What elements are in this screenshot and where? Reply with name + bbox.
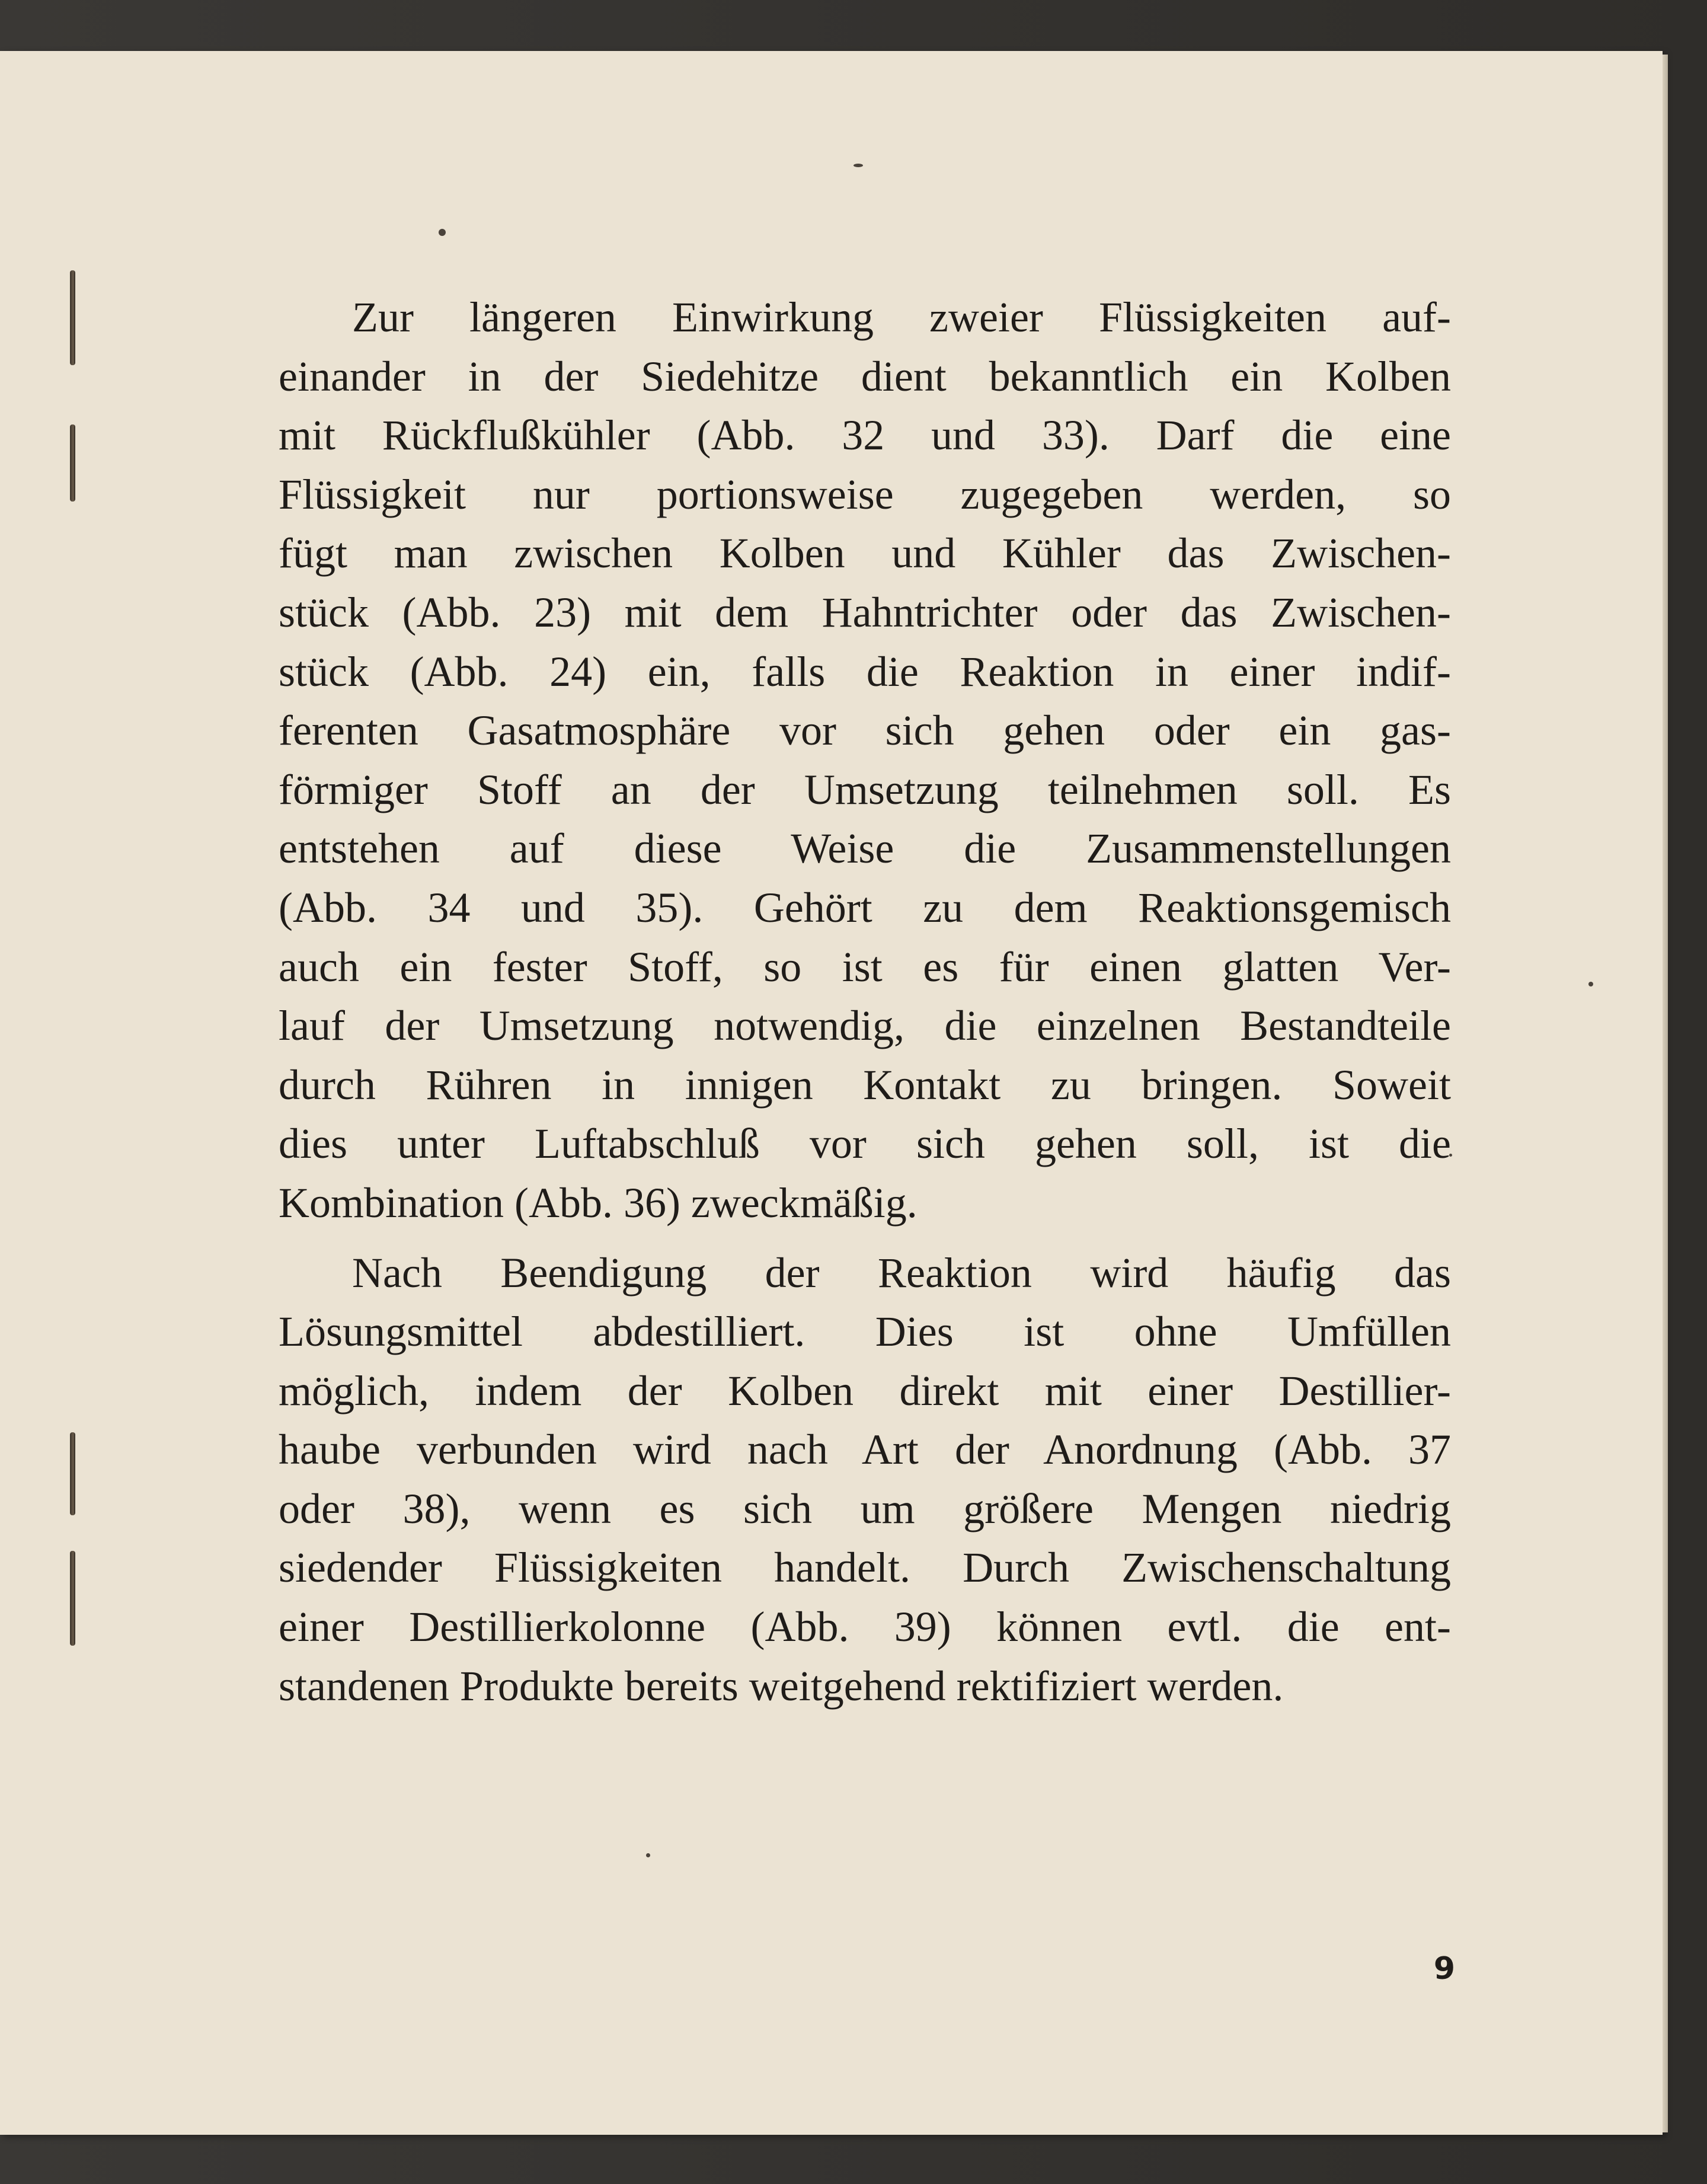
- text-line: haube verbunden wird nach Art der Anordnung (Abb. 37: [279, 1426, 1451, 1474]
- text-line: siedender Flüssigkeiten handelt. Durch Zwischenschaltung: [279, 1544, 1451, 1592]
- text-line: (Abb. 34 und 35). Gehört zu dem Reaktionsgemisch: [279, 883, 1451, 931]
- text-line: lauf der Umsetzung notwendig, die einzelnen Bestandteile: [279, 1002, 1451, 1050]
- paragraph-gap: [279, 1233, 1451, 1244]
- text-line: durch Rühren in innigen Kontakt zu bringen. Soweit: [279, 1061, 1451, 1109]
- text-line: förmiger Stoff an der Umsetzung teilnehmen soll. Es: [279, 765, 1451, 813]
- text-line: ferenten Gasatmosphäre vor sich gehen oder ein gas-: [279, 707, 1451, 755]
- text-line: oder 38), wenn es sich um größere Mengen niedrig: [279, 1484, 1451, 1532]
- text-line: Kombination (Abb. 36) zweckmäßig.: [279, 1179, 918, 1227]
- paper-speck: [439, 229, 446, 236]
- page-number: 9: [1433, 1951, 1455, 1987]
- text-line: stück (Abb. 23) mit dem Hahntrichter oder das Zwischen-: [279, 588, 1451, 636]
- binding-stitch: [70, 1432, 75, 1515]
- text-line: Zur längeren Einwirkung zweier Flüssigkeiten auf-: [352, 293, 1451, 341]
- text-line: einander in der Siedehitze dient bekanntlich ein Kolben: [279, 352, 1451, 400]
- paragraph-2: [279, 1244, 1451, 1716]
- paper-speck: [646, 1853, 650, 1857]
- text-line: Lösungsmittel abdestilliert. Dies ist ohne Umfüllen: [279, 1308, 1451, 1356]
- binding-stitch: [70, 1551, 75, 1646]
- page-edge: [1663, 55, 1668, 2132]
- text-line: entstehen auf diese Weise die Zusammenstellungen: [279, 825, 1451, 873]
- paper-speck: [1588, 982, 1593, 986]
- paragraph-1: [279, 288, 1451, 1233]
- text-line: dies unter Luftabschluß vor sich gehen soll, ist die: [279, 1120, 1451, 1168]
- text-line: möglich, indem der Kolben direkt mit einer Destillier-: [279, 1366, 1451, 1415]
- text-line: einer Destillierkolonne (Abb. 39) können evtl. die ent-: [279, 1603, 1451, 1651]
- text-line: auch ein fester Stoff, so ist es für einen glatten Ver-: [279, 943, 1451, 991]
- body-text: [279, 288, 1451, 1716]
- show-through-text: [1197, 1741, 1207, 1786]
- text-line: stück (Abb. 24) ein, falls die Reaktion in einer indif-: [279, 647, 1451, 695]
- text-line: standenen Produkte bereits weitgehend rektifiziert werden.: [279, 1662, 1284, 1710]
- text-line: Nach Beendigung der Reaktion wird häufig das: [352, 1249, 1451, 1297]
- book-page: [0, 51, 1663, 2135]
- text-line: fügt man zwischen Kolben und Kühler das Zwischen-: [279, 529, 1451, 577]
- binding-stitch: [70, 270, 75, 365]
- text-line: Flüssigkeit nur portionsweise zugegeben werden, so: [279, 470, 1451, 518]
- binding-stitch: [70, 424, 75, 502]
- text-line: mit Rückflußkühler (Abb. 32 und 33). Darf die eine: [279, 411, 1451, 459]
- paper-speck: [853, 164, 863, 167]
